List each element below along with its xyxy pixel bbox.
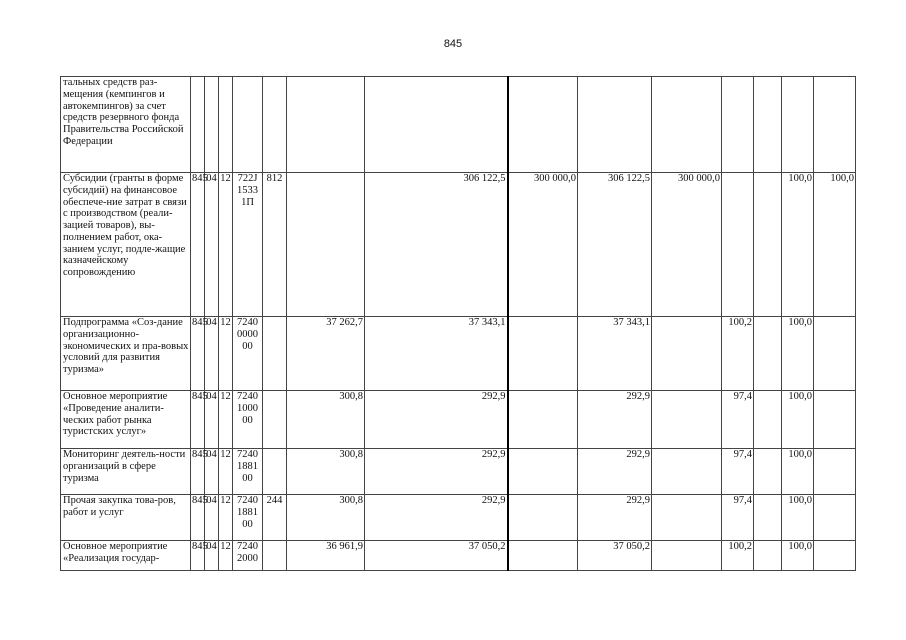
table-cell: 7240 0000 00	[233, 317, 263, 391]
table-cell: 300,8	[287, 495, 365, 541]
table-cell	[754, 541, 782, 571]
table-cell	[263, 391, 287, 449]
table-cell: 306 122,5	[578, 173, 652, 317]
table-cell: 100,0	[782, 495, 814, 541]
table-cell: 36 961,9	[287, 541, 365, 571]
table-cell: 722J 1533 1П	[233, 173, 263, 317]
table-cell: 04	[205, 449, 219, 495]
table-cell: 100,0	[782, 173, 814, 317]
table-cell: 7240 2000	[233, 541, 263, 571]
table-cell: 300,8	[287, 391, 365, 449]
table-cell	[508, 391, 578, 449]
table-cell: 292,9	[365, 495, 508, 541]
table-cell	[652, 541, 722, 571]
table-cell: 300 000,0	[652, 173, 722, 317]
table-cell: 100,0	[782, 391, 814, 449]
table-cell: 12	[219, 173, 233, 317]
table-cell: 244	[263, 495, 287, 541]
table-cell	[508, 449, 578, 495]
table-cell	[754, 495, 782, 541]
table-cell	[263, 541, 287, 571]
table-cell: 97,4	[722, 391, 754, 449]
table-cell: 845	[191, 541, 205, 571]
table-cell: 812	[263, 173, 287, 317]
table-cell: 97,4	[722, 449, 754, 495]
table-cell	[365, 77, 508, 173]
row-name: Основное мероприятие «Реализация государ-	[61, 541, 191, 571]
table-cell	[287, 173, 365, 317]
table-cell	[754, 173, 782, 317]
table-cell: 04	[205, 391, 219, 449]
table-cell	[814, 77, 856, 173]
table-cell	[722, 77, 754, 173]
table-row	[61, 495, 856, 541]
table-cell	[263, 449, 287, 495]
table-cell	[652, 449, 722, 495]
table-cell: 845	[191, 317, 205, 391]
table-cell: 292,9	[365, 391, 508, 449]
table-cell: 12	[219, 541, 233, 571]
table-cell	[652, 317, 722, 391]
table-cell	[754, 317, 782, 391]
table-cell: 04	[205, 541, 219, 571]
table-cell: 100,2	[722, 317, 754, 391]
table-cell: 12	[219, 391, 233, 449]
row-name: Субсидии (гранты в форме субсидий) на финансовое обеспече-ние затрат в связи с производством (реали-зацией товаров), вы-полнением работ, ока-занием услуг, подле-жащие казначейскому сопровождению	[61, 173, 191, 317]
table-cell: 37 262,7	[287, 317, 365, 391]
table-cell	[508, 317, 578, 391]
table-cell: 37 050,2	[365, 541, 508, 571]
table-cell: 292,9	[578, 449, 652, 495]
table-row	[61, 449, 856, 495]
table-cell: 12	[219, 495, 233, 541]
table-cell	[191, 77, 205, 173]
table-cell: 845	[191, 173, 205, 317]
table-cell: 100,2	[722, 541, 754, 571]
row-name: Основное мероприятие «Проведение аналити-ческих работ рынка туристских услуг»	[61, 391, 191, 449]
table-cell: 845	[191, 391, 205, 449]
table-cell	[263, 77, 287, 173]
table-cell: 7240 1881 00	[233, 449, 263, 495]
table-cell	[754, 391, 782, 449]
page-number: 845	[443, 38, 463, 50]
table-row	[61, 77, 856, 173]
table-cell: 12	[219, 317, 233, 391]
table-cell: 100,0	[782, 449, 814, 495]
table-cell	[219, 77, 233, 173]
table-cell	[814, 541, 856, 571]
table-cell	[263, 317, 287, 391]
table-cell: 292,9	[578, 495, 652, 541]
table-cell	[233, 77, 263, 173]
table-cell: 100,0	[782, 541, 814, 571]
table-cell	[578, 77, 652, 173]
table-cell: 292,9	[365, 449, 508, 495]
table-row	[61, 541, 856, 571]
table-cell: 37 050,2	[578, 541, 652, 571]
table-cell: 100,0	[782, 317, 814, 391]
table-cell	[508, 77, 578, 173]
table-row	[61, 317, 856, 391]
table-cell	[508, 495, 578, 541]
table-row	[61, 391, 856, 449]
table-cell: 292,9	[578, 391, 652, 449]
table-cell	[814, 495, 856, 541]
table-cell: 37 343,1	[578, 317, 652, 391]
table-cell: 845	[191, 495, 205, 541]
table-row	[61, 173, 856, 317]
table-cell: 37 343,1	[365, 317, 508, 391]
table-cell: 100,0	[814, 173, 856, 317]
table-cell: 7240 1000 00	[233, 391, 263, 449]
table-cell	[205, 77, 219, 173]
budget-table	[60, 76, 856, 571]
table-cell: 300 000,0	[508, 173, 578, 317]
table-cell	[287, 77, 365, 173]
table-cell	[814, 449, 856, 495]
table-cell	[782, 77, 814, 173]
table-cell: 04	[205, 317, 219, 391]
table-cell: 7240 1881 00	[233, 495, 263, 541]
table-cell: 306 122,5	[365, 173, 508, 317]
row-name: Прочая закупка това-ров, работ и услуг	[61, 495, 191, 541]
table-cell	[814, 391, 856, 449]
table-cell	[722, 173, 754, 317]
row-name: Подпрограмма «Соз-дание организационно-экономических и пра-вовых условий для развития туризма»	[61, 317, 191, 391]
table-cell: 04	[205, 495, 219, 541]
table-cell: 845	[191, 449, 205, 495]
table-cell: 04	[205, 173, 219, 317]
table-cell: 12	[219, 449, 233, 495]
row-name: Мониторинг деятель-ности организаций в сфере туризма	[61, 449, 191, 495]
row-name: тальных средств раз-мещения (кемпингов и автокемпингов) за счет средств резервного фонда Правительства Российской Федерации	[61, 77, 191, 173]
table-cell	[754, 449, 782, 495]
table-cell	[652, 77, 722, 173]
table-cell: 97,4	[722, 495, 754, 541]
table-cell	[508, 541, 578, 571]
table-cell	[652, 391, 722, 449]
table-cell	[652, 495, 722, 541]
table-cell	[814, 317, 856, 391]
table-cell	[754, 77, 782, 173]
table-cell: 300,8	[287, 449, 365, 495]
